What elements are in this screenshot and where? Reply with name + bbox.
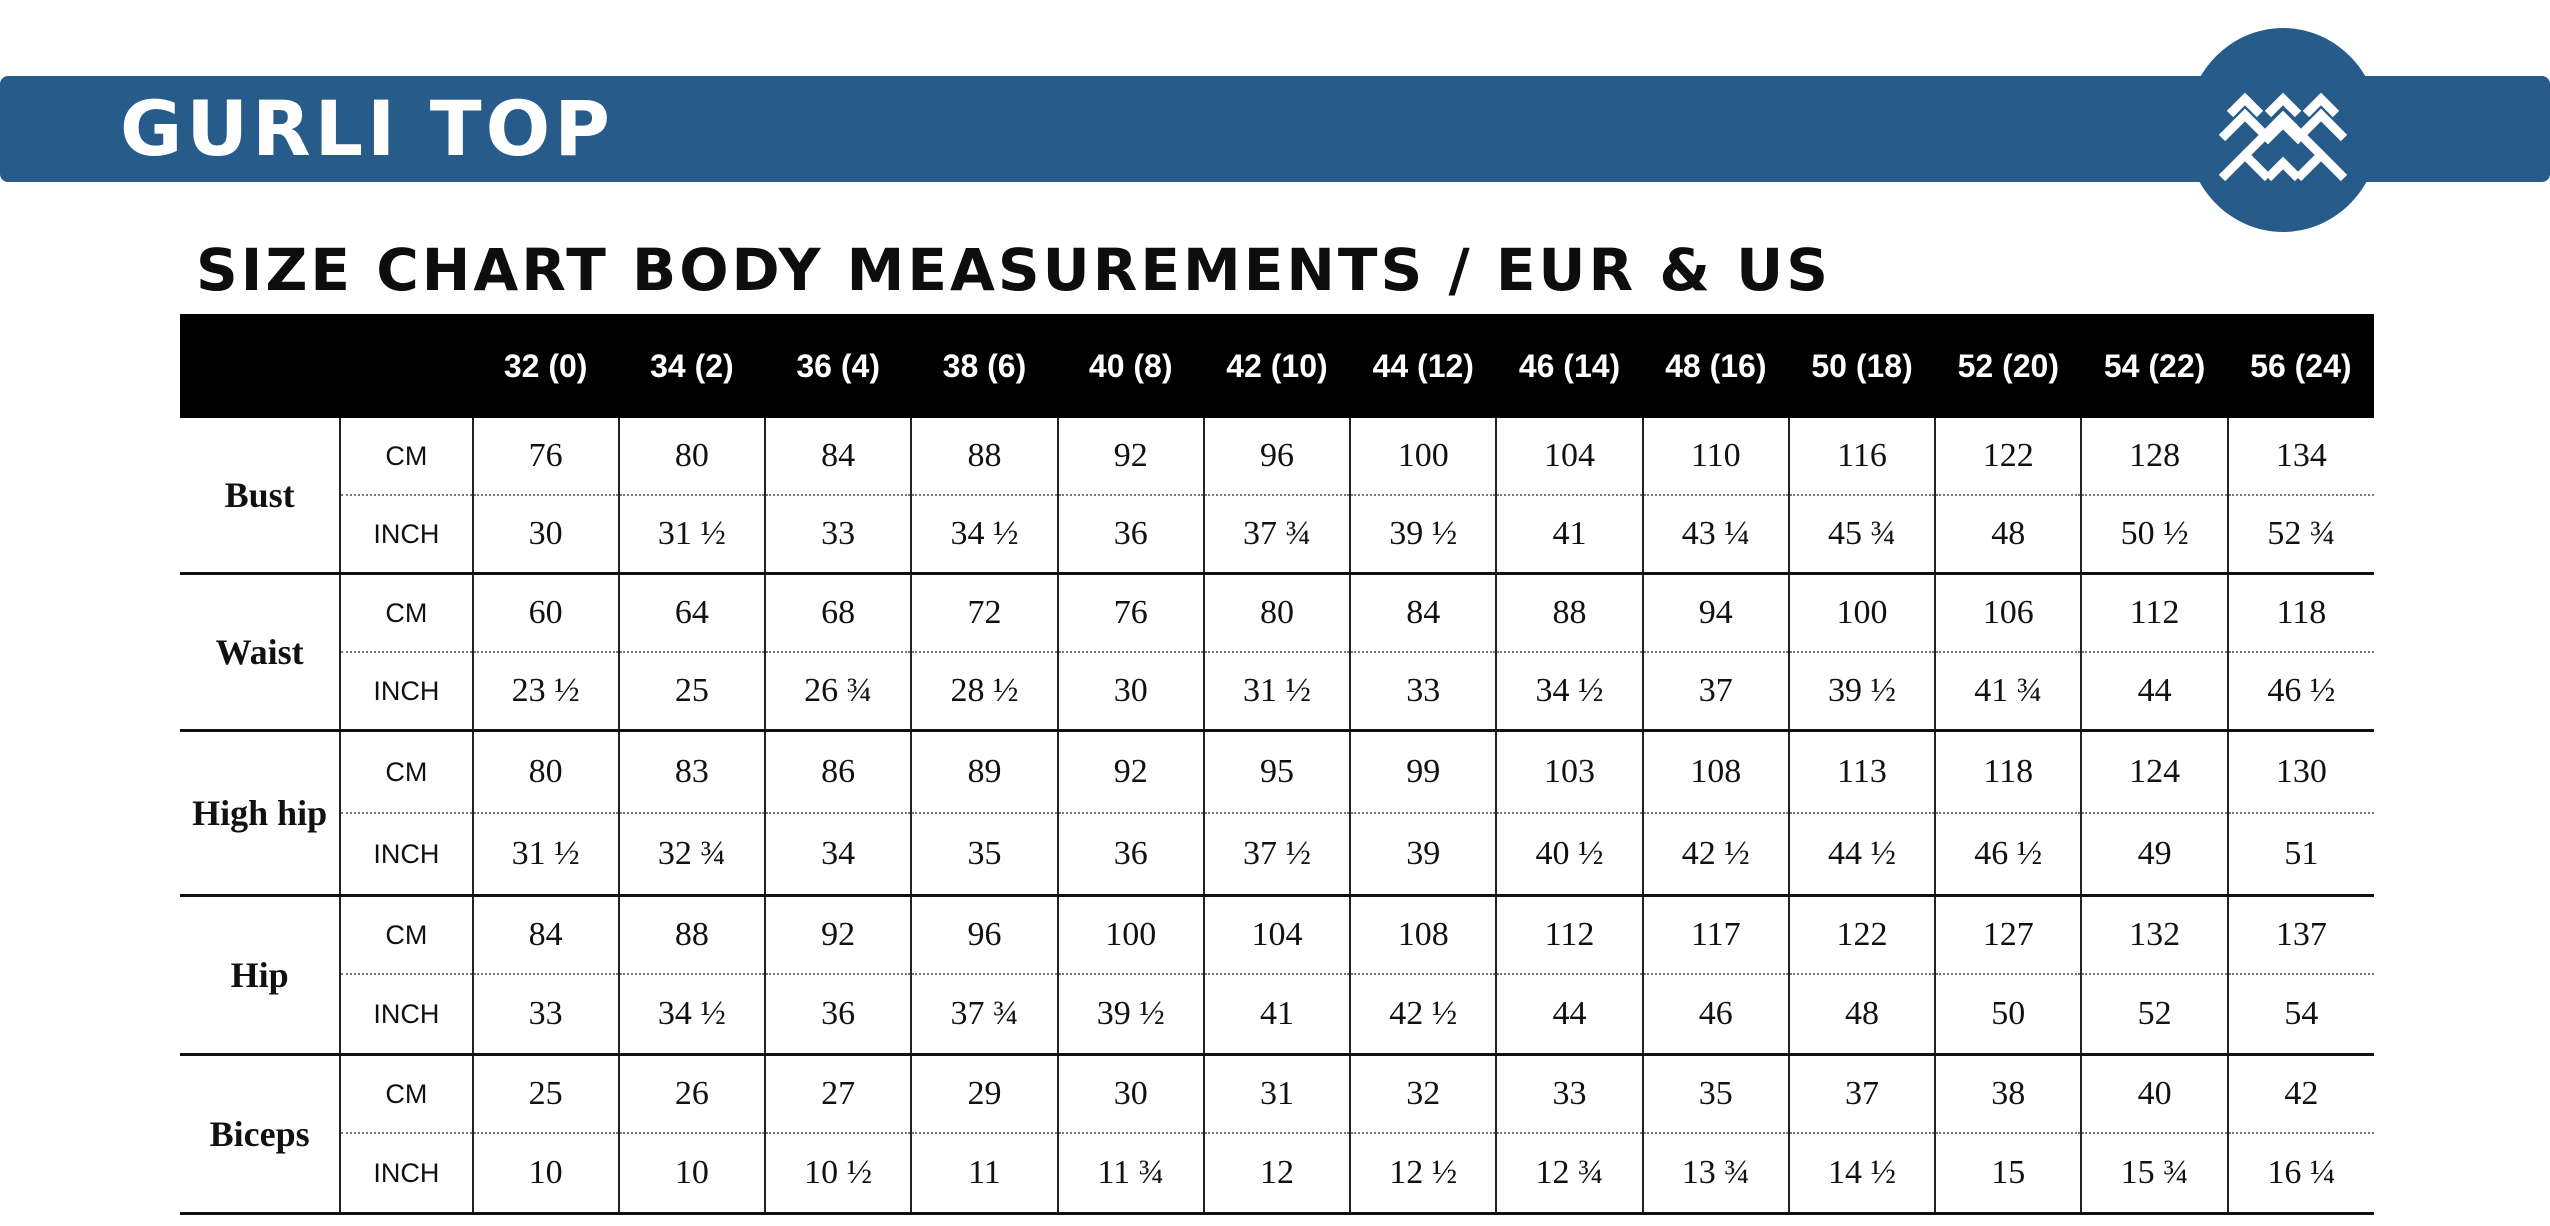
value-cell: 104: [1496, 418, 1642, 495]
value-cell: 34 ½: [1496, 652, 1642, 731]
value-cell: 31: [1204, 1055, 1350, 1134]
value-cell: 117: [1643, 896, 1789, 975]
measurement-row-cm: [180, 731, 2374, 814]
value-cell: 128: [2081, 418, 2227, 495]
value-cell: 116: [1789, 418, 1935, 495]
value-cell: 41: [1204, 974, 1350, 1055]
value-cell: 52: [2081, 974, 2227, 1055]
unit-label: CM: [340, 1055, 472, 1134]
value-cell: 80: [619, 418, 765, 495]
unit-label: CM: [340, 896, 472, 975]
value-cell: 30: [1058, 1055, 1204, 1134]
value-cell: 36: [1058, 495, 1204, 574]
value-cell: 42 ½: [1350, 974, 1496, 1055]
value-cell: 39 ½: [1350, 495, 1496, 574]
value-cell: 33: [1496, 1055, 1642, 1134]
value-cell: 34: [765, 813, 911, 896]
value-cell: 48: [1935, 495, 2081, 574]
value-cell: 30: [473, 495, 619, 574]
size-header: 40 (8): [1058, 314, 1204, 418]
value-cell: 35: [1643, 1055, 1789, 1134]
unit-label: CM: [340, 418, 472, 495]
value-cell: 95: [1204, 731, 1350, 814]
value-cell: 113: [1789, 731, 1935, 814]
value-cell: 16 ¼: [2228, 1133, 2374, 1214]
value-cell: 26: [619, 1055, 765, 1134]
value-cell: 43 ¼: [1643, 495, 1789, 574]
page-title: GURLI TOP: [120, 84, 614, 173]
value-cell: 37 ½: [1204, 813, 1350, 896]
value-cell: 35: [911, 813, 1057, 896]
value-cell: 45 ¾: [1789, 495, 1935, 574]
value-cell: 28 ½: [911, 652, 1057, 731]
value-cell: 15: [1935, 1133, 2081, 1214]
brand-logo: [2186, 28, 2380, 232]
size-header: 56 (24): [2228, 314, 2374, 418]
size-header: 46 (14): [1496, 314, 1642, 418]
measurement-row-inch: [180, 652, 2374, 731]
value-cell: 99: [1350, 731, 1496, 814]
value-cell: 49: [2081, 813, 2227, 896]
value-cell: 41 ¾: [1935, 652, 2081, 731]
logo-icon: [2186, 28, 2380, 232]
measurement-row-cm: [180, 574, 2374, 653]
value-cell: 112: [2081, 574, 2227, 653]
value-cell: 10: [473, 1133, 619, 1214]
value-cell: 76: [1058, 574, 1204, 653]
value-cell: 122: [1935, 418, 2081, 495]
measurement-label: Biceps: [180, 1055, 340, 1214]
value-cell: 12 ½: [1350, 1133, 1496, 1214]
value-cell: 37: [1789, 1055, 1935, 1134]
value-cell: 38: [1935, 1055, 2081, 1134]
value-cell: 33: [473, 974, 619, 1055]
value-cell: 96: [911, 896, 1057, 975]
value-cell: 88: [619, 896, 765, 975]
value-cell: 80: [1204, 574, 1350, 653]
value-cell: 118: [2228, 574, 2374, 653]
value-cell: 31 ½: [619, 495, 765, 574]
value-cell: 68: [765, 574, 911, 653]
unit-label: INCH: [340, 813, 472, 896]
value-cell: 112: [1496, 896, 1642, 975]
value-cell: 34 ½: [911, 495, 1057, 574]
size-header: 48 (16): [1643, 314, 1789, 418]
value-cell: 51: [2228, 813, 2374, 896]
value-cell: 48: [1789, 974, 1935, 1055]
value-cell: 64: [619, 574, 765, 653]
value-cell: 44: [2081, 652, 2227, 731]
unit-label: INCH: [340, 974, 472, 1055]
unit-label: INCH: [340, 495, 472, 574]
value-cell: 130: [2228, 731, 2374, 814]
value-cell: 83: [619, 731, 765, 814]
value-cell: 25: [619, 652, 765, 731]
value-cell: 46 ½: [1935, 813, 2081, 896]
value-cell: 89: [911, 731, 1057, 814]
value-cell: 14 ½: [1789, 1133, 1935, 1214]
value-cell: 127: [1935, 896, 2081, 975]
value-cell: 37: [1643, 652, 1789, 731]
value-cell: 100: [1058, 896, 1204, 975]
value-cell: 124: [2081, 731, 2227, 814]
measurement-label: High hip: [180, 731, 340, 896]
value-cell: 42 ½: [1643, 813, 1789, 896]
value-cell: 27: [765, 1055, 911, 1134]
value-cell: 60: [473, 574, 619, 653]
value-cell: 92: [765, 896, 911, 975]
unit-label: CM: [340, 574, 472, 653]
value-cell: 84: [1350, 574, 1496, 653]
size-header: 54 (22): [2081, 314, 2227, 418]
value-cell: 46 ½: [2228, 652, 2374, 731]
measurement-row-inch: [180, 495, 2374, 574]
value-cell: 118: [1935, 731, 2081, 814]
size-header: 32 (0): [473, 314, 619, 418]
value-cell: 52 ¾: [2228, 495, 2374, 574]
value-cell: 39 ½: [1058, 974, 1204, 1055]
header-blank-cell: [340, 314, 472, 418]
value-cell: 50 ½: [2081, 495, 2227, 574]
value-cell: 92: [1058, 731, 1204, 814]
value-cell: 11 ¾: [1058, 1133, 1204, 1214]
unit-label: INCH: [340, 652, 472, 731]
header-blank-cell: [180, 314, 340, 418]
measurement-label: Bust: [180, 418, 340, 574]
value-cell: 40: [2081, 1055, 2227, 1134]
value-cell: 32 ¾: [619, 813, 765, 896]
value-cell: 10 ½: [765, 1133, 911, 1214]
value-cell: 36: [765, 974, 911, 1055]
value-cell: 46: [1643, 974, 1789, 1055]
value-cell: 44: [1496, 974, 1642, 1055]
value-cell: 31 ½: [1204, 652, 1350, 731]
value-cell: 37 ¾: [1204, 495, 1350, 574]
value-cell: 84: [473, 896, 619, 975]
value-cell: 10: [619, 1133, 765, 1214]
value-cell: 42: [2228, 1055, 2374, 1134]
value-cell: 15 ¾: [2081, 1133, 2227, 1214]
value-cell: 88: [1496, 574, 1642, 653]
measurement-row-inch: [180, 1133, 2374, 1214]
value-cell: 92: [1058, 418, 1204, 495]
value-cell: 108: [1350, 896, 1496, 975]
value-cell: 100: [1789, 574, 1935, 653]
value-cell: 72: [911, 574, 1057, 653]
value-cell: 108: [1643, 731, 1789, 814]
size-header: 42 (10): [1204, 314, 1350, 418]
value-cell: 23 ½: [473, 652, 619, 731]
size-header: 50 (18): [1789, 314, 1935, 418]
value-cell: 80: [473, 731, 619, 814]
measurement-row-cm: [180, 1055, 2374, 1134]
measurement-row-cm: [180, 418, 2374, 495]
value-cell: 31 ½: [473, 813, 619, 896]
value-cell: 41: [1496, 495, 1642, 574]
value-cell: 132: [2081, 896, 2227, 975]
value-cell: 44 ½: [1789, 813, 1935, 896]
value-cell: 122: [1789, 896, 1935, 975]
value-cell: 103: [1496, 731, 1642, 814]
measurement-row-inch: [180, 974, 2374, 1055]
value-cell: 39 ½: [1789, 652, 1935, 731]
unit-label: CM: [340, 731, 472, 814]
size-header: 52 (20): [1935, 314, 2081, 418]
size-header: 34 (2): [619, 314, 765, 418]
value-cell: 40 ½: [1496, 813, 1642, 896]
value-cell: 26 ¾: [765, 652, 911, 731]
value-cell: 37 ¾: [911, 974, 1057, 1055]
value-cell: 50: [1935, 974, 2081, 1055]
value-cell: 54: [2228, 974, 2374, 1055]
value-cell: 39: [1350, 813, 1496, 896]
size-header: 38 (6): [911, 314, 1057, 418]
size-chart-table: [180, 314, 2374, 1215]
size-header-row: [180, 314, 2374, 418]
value-cell: 12 ¾: [1496, 1133, 1642, 1214]
measurement-row-inch: [180, 813, 2374, 896]
value-cell: 134: [2228, 418, 2374, 495]
value-cell: 32: [1350, 1055, 1496, 1134]
value-cell: 33: [765, 495, 911, 574]
value-cell: 84: [765, 418, 911, 495]
value-cell: 137: [2228, 896, 2374, 975]
measurement-label: Hip: [180, 896, 340, 1055]
value-cell: 13 ¾: [1643, 1133, 1789, 1214]
size-header: 36 (4): [765, 314, 911, 418]
value-cell: 33: [1350, 652, 1496, 731]
value-cell: 110: [1643, 418, 1789, 495]
value-cell: 106: [1935, 574, 2081, 653]
value-cell: 104: [1204, 896, 1350, 975]
value-cell: 11: [911, 1133, 1057, 1214]
size-header: 44 (12): [1350, 314, 1496, 418]
measurement-label: Waist: [180, 574, 340, 731]
value-cell: 86: [765, 731, 911, 814]
value-cell: 76: [473, 418, 619, 495]
size-chart-body: [180, 418, 2374, 1214]
value-cell: 96: [1204, 418, 1350, 495]
value-cell: 29: [911, 1055, 1057, 1134]
value-cell: 25: [473, 1055, 619, 1134]
value-cell: 94: [1643, 574, 1789, 653]
size-chart-heading: SIZE CHART BODY MEASUREMENTS / EUR & US: [196, 236, 1832, 304]
value-cell: 100: [1350, 418, 1496, 495]
value-cell: 12: [1204, 1133, 1350, 1214]
measurement-row-cm: [180, 896, 2374, 975]
value-cell: 34 ½: [619, 974, 765, 1055]
value-cell: 88: [911, 418, 1057, 495]
value-cell: 36: [1058, 813, 1204, 896]
unit-label: INCH: [340, 1133, 472, 1214]
value-cell: 30: [1058, 652, 1204, 731]
